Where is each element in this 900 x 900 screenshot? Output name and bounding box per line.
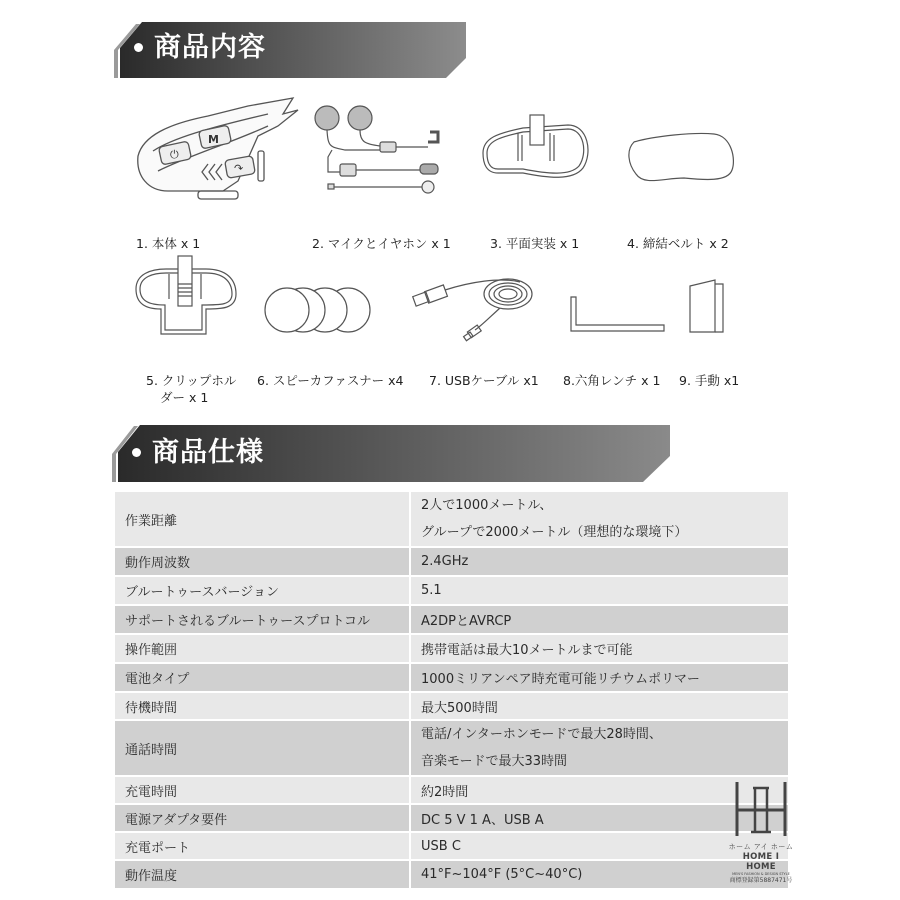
item-label-7: 7. USBケーブル x1	[429, 373, 539, 388]
spec-value: 約2時間	[410, 776, 789, 804]
item-speaker-fastener	[263, 285, 373, 335]
table-row	[114, 491, 789, 547]
flat-mount-icon	[478, 113, 593, 188]
spec-key: ブルートゥースバージョン	[114, 576, 410, 605]
spec-value: A2DPとAVRCP	[410, 605, 789, 634]
section-header-contents	[110, 20, 470, 76]
table-row	[114, 605, 789, 634]
spec-key: 作業距離	[114, 491, 410, 547]
table-row	[114, 634, 789, 663]
table-row	[114, 547, 789, 576]
spec-value: 最大500時間	[410, 692, 789, 720]
manual-icon	[687, 276, 727, 336]
spec-key: サポートされるブルートゥースプロトコル	[114, 605, 410, 634]
table-row	[114, 576, 789, 605]
speaker-fastener-icon	[263, 285, 373, 335]
spec-value: 携帯電話は最大10メートルまで可能	[410, 634, 789, 663]
spec-key: 電池タイプ	[114, 663, 410, 692]
item-label-3: 3. 平面実装 x 1	[490, 236, 580, 251]
item-intercom-device	[128, 96, 303, 206]
spec-value: 1000ミリアンペア時充電可能リチウムポリマー	[410, 663, 789, 692]
hex-wrench-icon	[568, 295, 668, 335]
item-hex-wrench	[568, 295, 668, 335]
fastening-belt-icon	[624, 130, 739, 190]
spec-key: 充電時間	[114, 776, 410, 804]
section-title: 商品内容	[154, 32, 266, 63]
spec-table	[113, 490, 790, 890]
spec-value: 2.4GHz	[410, 547, 789, 576]
svg-text:↷: ↷	[234, 162, 244, 175]
spec-value-line: 電話/インターホンモードで最大28時間、	[421, 727, 662, 742]
table-row	[114, 776, 789, 804]
item-fastening-belt	[624, 130, 739, 190]
item-label-8: 8.六角レンチ x 1	[563, 373, 661, 388]
svg-text:⏻: ⏻	[170, 148, 179, 161]
clip-holder-icon	[131, 254, 241, 344]
item-label-6: 6. スピーカファスナー x4	[257, 373, 404, 388]
spec-value	[410, 491, 789, 547]
table-row	[114, 860, 789, 889]
svg-text:M: M	[208, 133, 219, 146]
table-row	[114, 832, 789, 860]
hih-logo-icon	[731, 780, 791, 838]
item-label-4: 4. 締結ベルト x 2	[627, 236, 729, 251]
spec-key: 動作周波数	[114, 547, 410, 576]
item-label-5	[146, 372, 236, 406]
item-usb-cable	[410, 272, 540, 352]
spec-key: 動作温度	[114, 860, 410, 889]
spec-key: 通話時間	[114, 720, 410, 776]
spec-value-line: 2人で1000メートル、	[421, 498, 553, 513]
bullet-dot-icon	[134, 43, 143, 52]
item-label-5-line2: ダー x 1	[160, 390, 209, 405]
bullet-dot-icon	[132, 448, 141, 457]
section-header-specs	[108, 422, 673, 478]
mic-earphone-icon	[310, 102, 450, 197]
intercom-device-icon	[128, 96, 303, 206]
logo-kana: ホーム アイ ホーム	[728, 843, 794, 851]
brand-logo	[728, 780, 794, 885]
item-label-2: 2. マイクとイヤホン x 1	[312, 236, 451, 251]
item-label-9: 9. 手動 x1	[679, 373, 740, 388]
table-row	[114, 720, 789, 776]
spec-value: USB C	[410, 832, 789, 860]
spec-key: 電源アダプタ要件	[114, 804, 410, 832]
spec-value: 5.1	[410, 576, 789, 605]
spec-key: 待機時間	[114, 692, 410, 720]
spec-value	[410, 720, 789, 776]
item-label-5-line1: 5. クリップホル	[146, 373, 237, 388]
spec-value-line: グループで2000メートル（理想的な環境下）	[421, 525, 688, 540]
spec-key: 充電ポート	[114, 832, 410, 860]
table-row	[114, 692, 789, 720]
usb-cable-icon	[410, 272, 540, 352]
item-flat-mount	[478, 113, 593, 188]
table-row	[114, 804, 789, 832]
item-manual	[687, 276, 727, 336]
item-clip-holder	[131, 254, 241, 344]
item-label-1: 1. 本体 x 1	[136, 236, 201, 251]
section-title: 商品仕様	[152, 437, 264, 468]
logo-registration: 商標登録第5887471号	[729, 877, 793, 884]
item-mic-earphone	[310, 102, 450, 197]
spec-value: 41°F~104°F (5°C~40°C)	[410, 860, 789, 889]
spec-value-line: 音楽モードで最大33時間	[421, 754, 568, 769]
table-row	[114, 663, 789, 692]
spec-key: 操作範囲	[114, 634, 410, 663]
spec-value: DC 5 V 1 A、USB A	[410, 804, 789, 832]
logo-tagline: MEN'S FASHION & DESIGN STYLE	[732, 872, 790, 876]
logo-brand: HOME I HOME	[742, 852, 780, 872]
